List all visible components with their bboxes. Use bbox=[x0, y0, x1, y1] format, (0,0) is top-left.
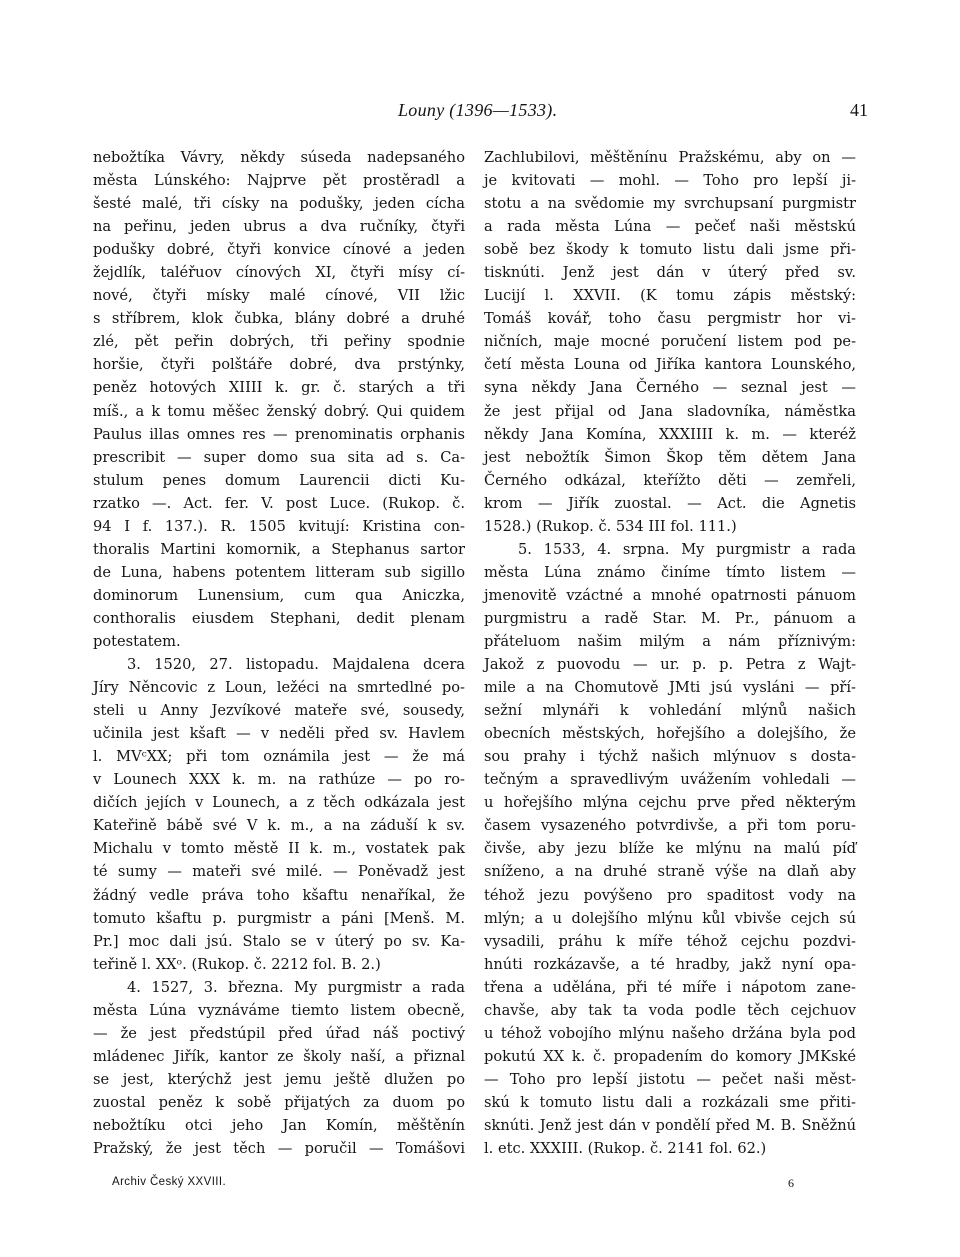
text-line: chavše, aby tak ta voda podle těch cejchuov bbox=[484, 1001, 856, 1019]
text-line: té sumy — mateři své milé. — Poněvadž jest bbox=[93, 863, 465, 881]
text-line: stotu a na svědomie my svrchupsaní purgmistr bbox=[484, 195, 856, 213]
text-line: města Lúna známo činíme tímto listem — bbox=[484, 563, 856, 581]
text-line: potestatem. bbox=[93, 632, 181, 650]
text-line: učinila jest kšaft — v neděli před sv. Havlem bbox=[93, 725, 465, 743]
text-line: Lucijí l. XXVII. (K tomu zápis městský: bbox=[484, 287, 856, 305]
text-line: l. etc. XXXIII. (Rukop. č. 2141 fol. 62.) bbox=[484, 1140, 767, 1158]
text-line: třena a udělána, při té míře i nápotom zane- bbox=[484, 978, 856, 996]
text-line: tečným a spravedlivým uvážením vohledali — bbox=[484, 771, 856, 789]
text-line: četí města Louna od Jiříka kantora Lounského, bbox=[484, 356, 856, 374]
text-line: Michalu v tomto městě II k. m., vostatek pak bbox=[93, 840, 465, 858]
text-line: stulum penes domum Laurencii dicti Ku- bbox=[93, 471, 465, 489]
text-line: 94 I f. 137.). R. 1505 kvitují: Kristina con- bbox=[93, 517, 465, 535]
text-line: Černého odkázal, kteřížto děti — zemřeli, bbox=[484, 471, 856, 489]
text-line: šesté malé, tři císky na podušky, jeden cícha bbox=[93, 195, 465, 213]
text-line: sou prahy i týchž našich mlýnuov s dosta- bbox=[484, 748, 856, 766]
text-line: jmenovitě vzáctné a mnohé opatrnosti pánuom bbox=[484, 586, 856, 604]
text-line: s stříbrem, klok čubka, blány dobré a druhé bbox=[93, 310, 465, 328]
text-line: na peřinu, jeden ubrus a dva ručníky, čtyři bbox=[93, 218, 465, 236]
text-line: Jíry Něncovic z Loun, ležéci na smrtedlné po- bbox=[93, 679, 465, 697]
running-header bbox=[93, 100, 868, 128]
text-line: u hořejšího mlýna cejchu prve před některým bbox=[484, 794, 856, 812]
text-line: podušky dobré, čtyři konvice cínové a jeden bbox=[93, 241, 465, 259]
text-line: de Luna, habens potentem litteram sub sigillo bbox=[93, 563, 465, 581]
text-line: skú k tomuto listu dali a rozkázali sme přiti- bbox=[484, 1093, 856, 1111]
text-line: teřině l. XXᵒ. (Rukop. č. 2212 fol. B. 2.) bbox=[93, 955, 381, 973]
text-line: thoralis Martini komornik, a Stephanus sartor bbox=[93, 540, 465, 558]
text-line: mládenec Jiřík, kantor ze školy naší, a přiznal bbox=[93, 1047, 465, 1065]
text-line: Kateřině bábě své V k. m., a na záduší k sv. bbox=[93, 817, 465, 835]
text-line: přáteluom našim milým a nám příznivým: bbox=[484, 632, 856, 650]
text-line: nebožtíku otci jeho Jan Komín, měštěnín bbox=[93, 1116, 465, 1134]
text-line: Paulus illas omnes res — prenominatis orphanis bbox=[93, 425, 465, 443]
text-line: mlýn; a u dolejšího mlýnu kůl vbivše cejch sú bbox=[484, 909, 856, 927]
text-line: je kvitovati — mohl. — Toho pro lepší ji- bbox=[484, 172, 856, 190]
left-text-column bbox=[93, 146, 465, 1160]
text-line: sníženo, a na druhé straně výše na dlaň aby bbox=[484, 863, 856, 881]
text-line: zuostal peněz k sobě přijatých za duom po bbox=[93, 1093, 465, 1111]
text-line: 3. 1520, 27. listopadu. Majdalena dcera bbox=[127, 656, 465, 674]
text-line: sknúti. Jenž jest dán v pondělí před M. B. Sněžnú bbox=[484, 1116, 856, 1134]
text-line: sežní mlynáři k vohledání mlýnů našich bbox=[484, 702, 856, 720]
text-line: zlé, pět peřin dobrých, tři peřiny spodnie bbox=[93, 333, 465, 351]
text-line: v Lounech XXX k. m. na rathúze — po ro- bbox=[93, 771, 465, 789]
text-line: téhož jezu povýšeno pro spaditost vody na bbox=[484, 886, 856, 904]
text-line: vysadili, práhu k míře téhož cejchu pozdvi- bbox=[484, 932, 856, 950]
text-line: žádný vedle práva toho kšaftu nenaříkal, že bbox=[93, 886, 465, 904]
text-line: purgmistru a radě Star. M. Pr., pánuom a bbox=[484, 609, 856, 627]
text-line: obecních městských, hořejšího a dolejšího, že bbox=[484, 725, 856, 743]
text-line: sobě bez škody k tomuto listu dali jsme při- bbox=[484, 241, 856, 259]
text-line: — že jest předstúpil před úřad náš poctivý bbox=[93, 1024, 465, 1042]
text-line: dičích jejích v Lounech, a z těch odkázala jest bbox=[93, 794, 465, 812]
text-line: Jakož z puovodu — ur. p. p. Petra z Wajt- bbox=[484, 656, 856, 674]
text-line: krom — Jiřík zuostal. — Act. die Agnetis bbox=[484, 494, 856, 512]
text-line: žejdlík, taléřuov cínových XI, čtyři mísy cí- bbox=[93, 264, 465, 282]
text-line: 1528.) (Rukop. č. 534 III fol. 111.) bbox=[484, 517, 737, 535]
text-line: a rada města Lúna — pečeť naši městskú bbox=[484, 218, 856, 236]
text-line: časem vysazeného potvrdivše, a při tom poru- bbox=[484, 817, 856, 835]
text-line: 5. 1533, 4. srpna. My purgmistr a rada bbox=[518, 540, 856, 558]
text-line: conthoralis eiusdem Stephani, dedit plenam bbox=[93, 609, 465, 627]
text-line: l. MVᶜXX; při tom oznámila jest — že má bbox=[93, 748, 465, 766]
footer-sheet-mark: 6 bbox=[788, 1176, 794, 1190]
text-line: horšie, čtyři polštáře dobré, dva prstýnky, bbox=[93, 356, 465, 374]
page-number: 41 bbox=[850, 100, 868, 120]
text-line: Tomáš kovář, toho času pergmistr hor vi- bbox=[484, 310, 856, 328]
text-line: nebožtíka Vávry, někdy súseda nadepsaného bbox=[93, 149, 465, 166]
text-line: prescribit — super domo sua sita ad s. Ca- bbox=[93, 448, 465, 466]
text-line: Pražský, že jest těch — poručil — Tomášovi bbox=[93, 1140, 465, 1158]
text-line: steli u Anny Jezvíkové mateře své, sousedy, bbox=[93, 702, 465, 720]
running-title: Louny (1396—1533). bbox=[398, 100, 558, 120]
text-line: 4. 1527, 3. března. My purgmistr a rada bbox=[127, 978, 465, 996]
text-line: pokutú XX k. č. propadením do komory JMKské bbox=[484, 1047, 856, 1065]
text-line: syna někdy Jana Černého — seznal jest — bbox=[484, 379, 856, 397]
text-line: se jest, kterýchž jest jemu ještě dlužen po bbox=[93, 1070, 465, 1088]
text-line: peněz hotových XIIII k. gr. č. starých a tři bbox=[93, 379, 465, 397]
text-line: míš., a k tomu měšec ženský dobrý. Qui quidem bbox=[93, 402, 465, 420]
footer-signature: Archiv Český XXVIII. bbox=[112, 1176, 227, 1188]
text-line: mile a na Chomutově JMti jsú vysláni — pří- bbox=[484, 679, 856, 697]
text-line: čivše, aby jezu blíže ke mlýnu na malú píď bbox=[484, 840, 856, 858]
text-line: Pr.] moc dali jsú. Stalo se v úterý po sv. Ka- bbox=[93, 932, 465, 950]
text-line: rzatko —. Act. fer. V. post Luce. (Rukop. č. bbox=[93, 494, 465, 512]
text-line: že jest přijal od Jana sladovníka, náměstka bbox=[484, 402, 856, 420]
text-line: města Lúna vyznáváme tiemto listem obecně, bbox=[93, 1001, 465, 1019]
text-line: tomuto kšaftu p. purgmistr a páni [Menš. M. bbox=[93, 909, 465, 927]
text-line: jest nebožtík Šimon Škop těm dětem Jana bbox=[484, 448, 856, 466]
text-line: tisknúti. Jenž jest dán v úterý před sv. bbox=[484, 264, 856, 282]
text-line: města Lúnského: Najprve pět prostěradl a bbox=[93, 172, 465, 190]
text-line: Zachlubilovi, měštěnínu Pražskému, aby on — bbox=[484, 149, 856, 166]
right-text-column bbox=[484, 146, 856, 1160]
text-line: nové, čtyři mísky malé cínové, VII lžic bbox=[93, 287, 465, 305]
text-line: někdy Jana Komína, XXXIIII k. m. — kteréž bbox=[484, 425, 856, 443]
text-line: — Toho pro lepší jistotu — pečet naši měst- bbox=[484, 1070, 856, 1088]
text-line: u téhož vobojího mlýnu našeho držána byla pod bbox=[484, 1024, 856, 1042]
text-line: hnúti rozkázavše, a té hradby, jakž nyní opa- bbox=[484, 955, 856, 973]
text-line: ničních, maje mocné poručení listem pod pe- bbox=[484, 333, 856, 351]
text-line: dominorum Lunensium, cum qua Aniczka, bbox=[93, 586, 465, 604]
